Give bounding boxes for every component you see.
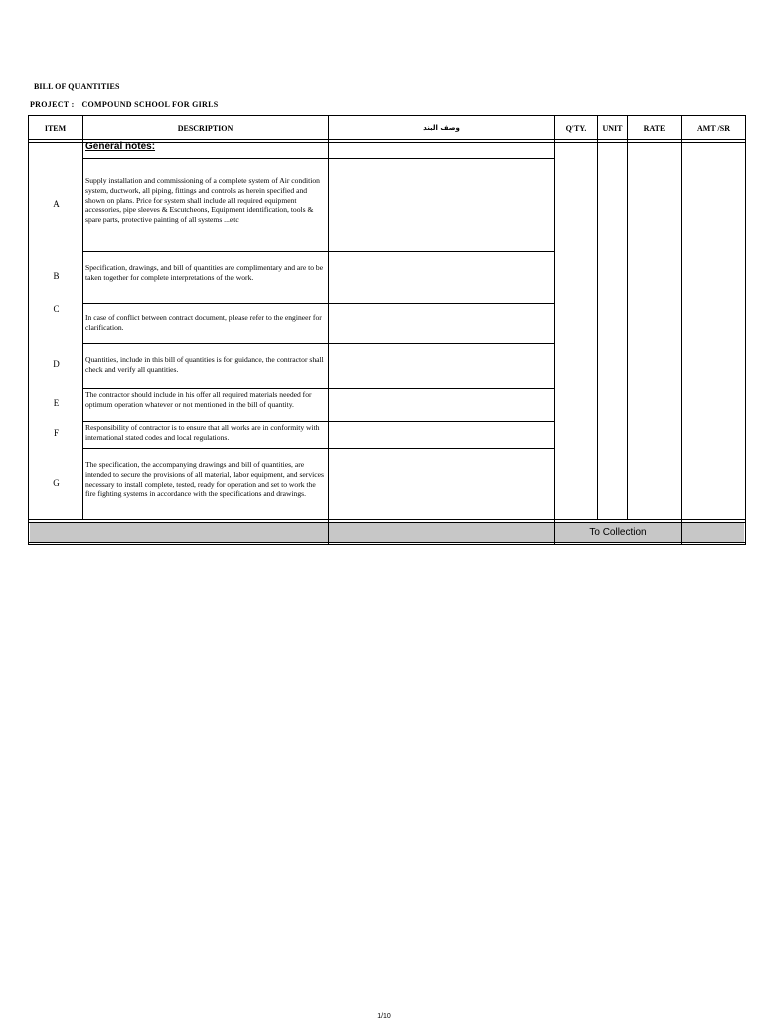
- page-number: 1/10: [377, 1013, 391, 1020]
- document-title: BILL OF QUANTITIES: [34, 82, 120, 91]
- item-letter: G: [53, 478, 60, 488]
- item-description: The contractor should include in his offer all required materials needed for optimum operation whatever or not mentioned in the bill of quantity.: [85, 390, 312, 409]
- item-description: Specification, drawings, and bill of quantities are complimentary and are to be taken together for complete interpretations of the work.: [85, 263, 324, 282]
- to-collection-label: To Collection: [589, 527, 647, 538]
- column-header-rate: RATE: [643, 123, 666, 133]
- item-letter: B: [53, 271, 60, 281]
- item-letter: E: [53, 398, 60, 408]
- item-description: Supply installation and commissioning of a complete system of Air condition system, ductwork, all piping, fittings and controls as herein specified and shown on plans. Price for system shall include all required equipment accessories, pipe sleeves & Escutcheons, Equipment identification, tools & spare parts, protective painting of all systems ...etc: [85, 176, 320, 225]
- column-header-qty: Q'TY.: [565, 123, 587, 133]
- item-letter: D: [53, 359, 60, 369]
- item-description: Responsibility of contractor is to ensure that all works are in conformity with international stated codes and local regulations.: [85, 423, 320, 442]
- column-header-arabic-description: وصف البند: [423, 124, 460, 132]
- general-notes-heading: General notes:: [85, 141, 156, 152]
- project-name: PROJECT : COMPOUND SCHOOL FOR GIRLS: [30, 100, 219, 109]
- item-description: In case of conflict between contract document, please refer to the engineer for clarification.: [85, 313, 322, 332]
- item-letter: A: [53, 199, 60, 209]
- item-letter: F: [53, 428, 59, 438]
- column-header-unit: UNIT: [602, 123, 623, 133]
- item-description: Quantities, include in this bill of quantities is for guidance, the contractor shall check and verify all quantities.: [85, 355, 324, 374]
- item-letter: C: [53, 304, 60, 314]
- column-header-item: ITEM: [44, 123, 67, 133]
- column-header-amount: AMT /SR: [697, 123, 730, 133]
- column-header-description: DESCRIPTION: [177, 123, 234, 133]
- item-description: The specification, the accompanying drawings and bill of quantities, are intended to secure the provisions of all material, labor equipment, and services necessary to install complete, tested, ready for operation and set to work the fire fighting systems in accordance with the specifications and drawings.: [85, 460, 324, 499]
